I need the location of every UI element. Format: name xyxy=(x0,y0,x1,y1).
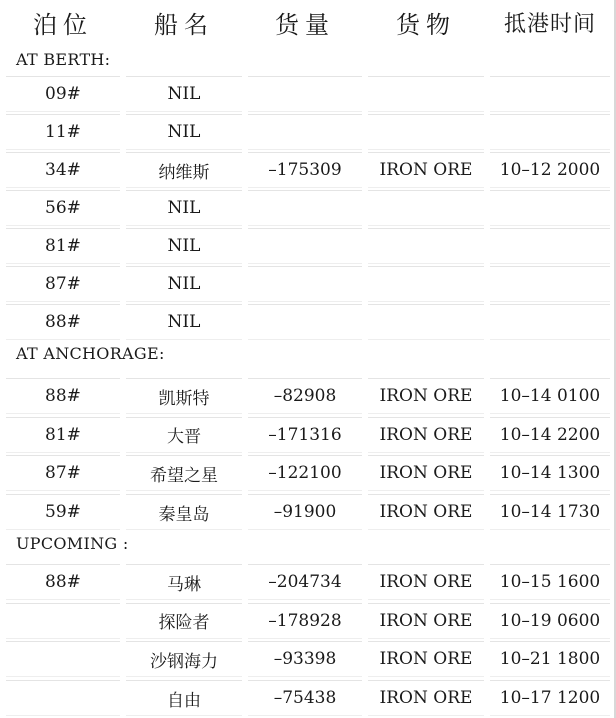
cell-quantity: –204734 xyxy=(248,564,362,600)
cell-quantity: –178928 xyxy=(248,603,362,639)
cell-cargo xyxy=(368,190,484,226)
cell-berth: 87# xyxy=(6,266,120,302)
cell-cargo: IRON ORE xyxy=(368,603,484,639)
table-row xyxy=(0,641,616,677)
cell-cargo: IRON ORE xyxy=(368,564,484,600)
cell-berth: 88# xyxy=(6,304,120,340)
cell-vessel: 秦皇岛 xyxy=(126,494,242,530)
table-row xyxy=(0,152,616,188)
cell-berth: 34# xyxy=(6,152,120,188)
cell-vessel: 凯斯特 xyxy=(126,378,242,414)
cell-cargo xyxy=(368,114,484,150)
cell-eta: 10–15 1600 xyxy=(490,564,610,600)
cell-eta: 10–14 1300 xyxy=(490,455,610,491)
cell-quantity xyxy=(248,190,362,226)
header-quantity: 货量 xyxy=(275,10,335,39)
cell-vessel: 探险者 xyxy=(126,603,242,639)
table-row xyxy=(0,378,616,414)
cell-cargo: IRON ORE xyxy=(368,417,484,453)
cell-vessel: 大晋 xyxy=(126,417,242,453)
cell-eta xyxy=(490,228,610,264)
section-title: AT ANCHORAGE: xyxy=(16,343,165,363)
cell-quantity: –171316 xyxy=(248,417,362,453)
table-row xyxy=(0,455,616,491)
header-berth: 泊位 xyxy=(33,10,93,39)
table-row xyxy=(0,603,616,639)
cell-quantity xyxy=(248,114,362,150)
cell-berth: 56# xyxy=(6,190,120,226)
cell-berth: 09# xyxy=(6,76,120,112)
header-eta: 抵港时间 xyxy=(503,11,596,37)
cell-quantity xyxy=(248,76,362,112)
table-row xyxy=(0,76,616,112)
header-cargo: 货物 xyxy=(396,10,456,39)
cell-eta xyxy=(490,266,610,302)
cell-quantity: –122100 xyxy=(248,455,362,491)
cell-berth: 11# xyxy=(6,114,120,150)
cell-quantity: –175309 xyxy=(248,152,362,188)
cell-quantity: –82908 xyxy=(248,378,362,414)
cell-cargo: IRON ORE xyxy=(368,455,484,491)
cell-berth: 88# xyxy=(6,564,120,600)
cell-eta: 10–14 1730 xyxy=(490,494,610,530)
cell-quantity xyxy=(248,228,362,264)
cell-eta: 10–19 0600 xyxy=(490,603,610,639)
cell-berth xyxy=(6,641,120,677)
table-header-row xyxy=(0,0,616,44)
section-title: UPCOMING : xyxy=(16,533,129,553)
cell-quantity xyxy=(248,266,362,302)
cell-vessel: NIL xyxy=(126,190,242,226)
cell-cargo: IRON ORE xyxy=(368,494,484,530)
table-row xyxy=(0,114,616,150)
cell-vessel: NIL xyxy=(126,114,242,150)
cell-eta: 10–14 0100 xyxy=(490,378,610,414)
cell-eta xyxy=(490,76,610,112)
cell-vessel: 马琳 xyxy=(126,564,242,600)
cell-quantity: –75438 xyxy=(248,680,362,716)
cell-vessel: 自由 xyxy=(126,680,242,716)
table-row xyxy=(0,680,616,716)
cell-eta xyxy=(490,114,610,150)
cell-berth xyxy=(6,603,120,639)
table-row xyxy=(0,494,616,530)
cell-cargo xyxy=(368,228,484,264)
cell-vessel: 希望之星 xyxy=(126,455,242,491)
cell-cargo xyxy=(368,266,484,302)
table-row xyxy=(0,190,616,226)
cell-eta xyxy=(490,304,610,340)
cell-berth: 87# xyxy=(6,455,120,491)
cell-berth: 88# xyxy=(6,378,120,414)
cell-eta: 10–14 2200 xyxy=(490,417,610,453)
cell-vessel: NIL xyxy=(126,76,242,112)
cell-eta xyxy=(490,190,610,226)
table-row xyxy=(0,564,616,600)
table-row xyxy=(0,228,616,264)
header-vessel: 船名 xyxy=(154,10,214,39)
cell-berth: 59# xyxy=(6,494,120,530)
cell-eta: 10–17 1200 xyxy=(490,680,610,716)
cell-cargo xyxy=(368,304,484,340)
cell-vessel: NIL xyxy=(126,304,242,340)
cell-quantity xyxy=(248,304,362,340)
cell-quantity: –91900 xyxy=(248,494,362,530)
table-row xyxy=(0,266,616,302)
cell-vessel: 沙钢海力 xyxy=(126,641,242,677)
cell-vessel: NIL xyxy=(126,228,242,264)
cell-vessel: NIL xyxy=(126,266,242,302)
cell-vessel: 纳维斯 xyxy=(126,152,242,188)
cell-berth: 81# xyxy=(6,228,120,264)
cell-berth xyxy=(6,680,120,716)
table-row xyxy=(0,304,616,340)
cell-cargo: IRON ORE xyxy=(368,152,484,188)
cell-eta: 10–12 2000 xyxy=(490,152,610,188)
cell-cargo xyxy=(368,76,484,112)
cell-berth: 81# xyxy=(6,417,120,453)
cell-eta: 10–21 1800 xyxy=(490,641,610,677)
table-row xyxy=(0,417,616,453)
cell-cargo: IRON ORE xyxy=(368,680,484,716)
section-title: AT BERTH: xyxy=(16,49,111,69)
cell-quantity: –93398 xyxy=(248,641,362,677)
cell-cargo: IRON ORE xyxy=(368,641,484,677)
cell-cargo: IRON ORE xyxy=(368,378,484,414)
